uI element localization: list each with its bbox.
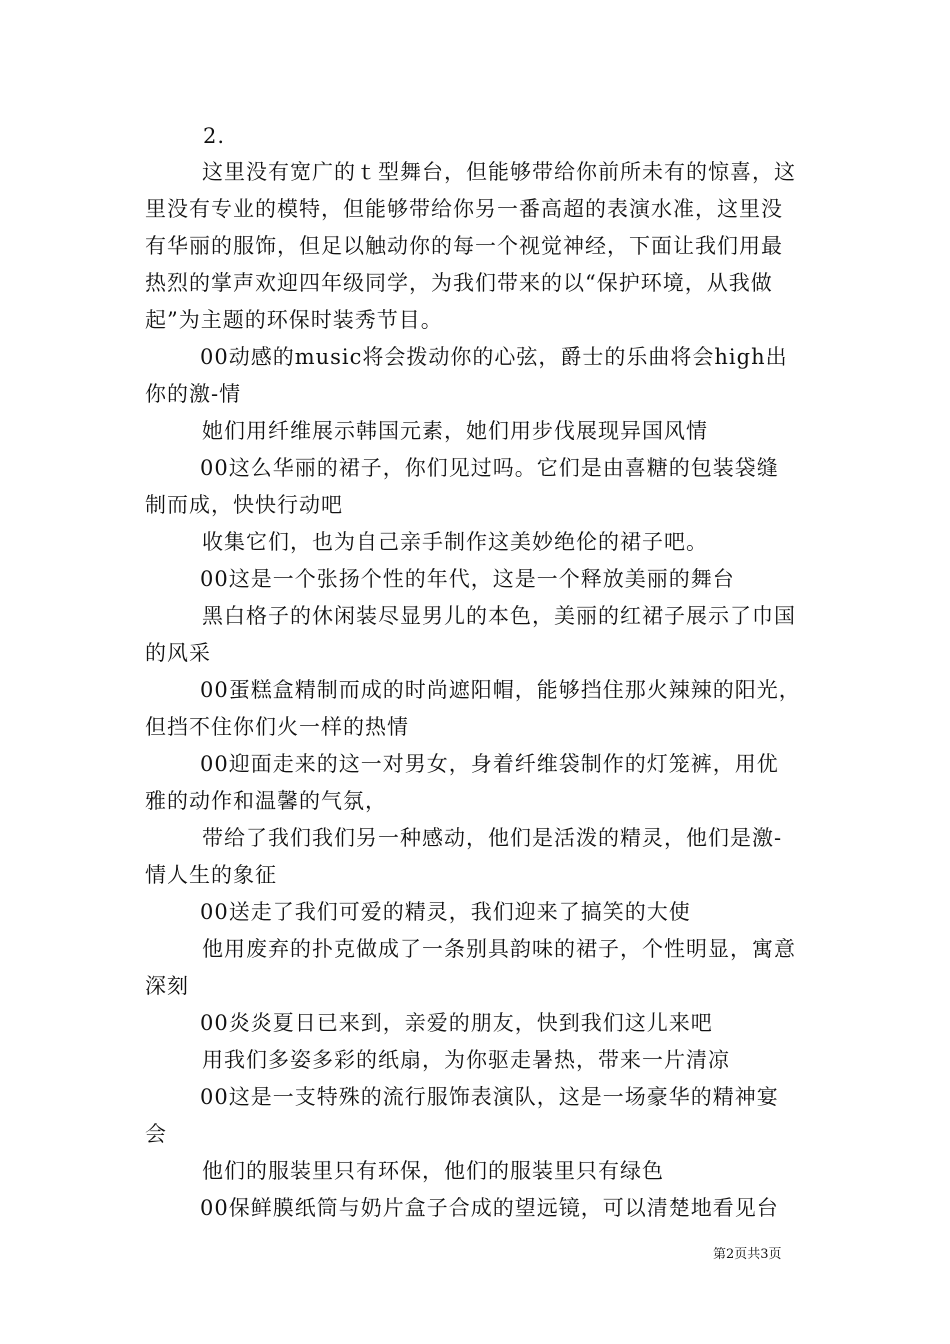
paragraph-line: 00送走了我们可爱的精灵，我们迎来了搞笑的大使 (200, 900, 691, 924)
paragraph-line: 00这么华丽的裙子，你们见过吗。它们是由喜糖的包装袋缝 (200, 456, 779, 480)
paragraph-line: 雅的动作和温馨的气氛， (145, 789, 387, 813)
paragraph-line: 00炎炎夏日已来到，亲爱的朋友，快到我们这儿来吧 (200, 1011, 713, 1035)
paragraph-line: 00动感的music将会拨动你的心弦，爵士的乐曲将会high出 (200, 345, 788, 369)
paragraph-line: 的风采 (145, 641, 211, 665)
paragraph-line: 黑白格子的休闲装尽显男儿的本色，美丽的红裙子展示了巾国 (202, 604, 796, 628)
paragraph-line: 她们用纤维展示韩国元素，她们用步伐展现异国风情 (202, 419, 708, 443)
paragraph-line: 会 (145, 1122, 167, 1146)
paragraph-line: 他用废弃的扑克做成了一条别具韵味的裙子，个性明显，寓意 (202, 937, 796, 961)
paragraph-line: 带给了我们我们另一种感动，他们是活泼的精灵，他们是激- (202, 826, 783, 850)
paragraph-line: 00蛋糕盒精制而成的时尚遮阳帽，能够挡住那火辣辣的阳光， (200, 678, 801, 702)
paragraph-line: 起”为主题的环保时装秀节目。 (145, 308, 443, 332)
paragraph-line: 但挡不住你们火一样的热情 (145, 715, 409, 739)
paragraph-line: 00保鲜膜纸筒与奶片盒子合成的望远镜，可以清楚地看见台 (200, 1196, 779, 1220)
paragraph-line: 这里没有宽广的ｔ型舞台，但能够带给你前所未有的惊喜，这 (202, 160, 796, 184)
section-number: 2. (203, 124, 226, 148)
paragraph-line: 你的激-情 (145, 382, 242, 406)
paragraph-line: 里没有专业的模特，但能够带给你另一番高超的表演水准，这里没 (145, 197, 783, 221)
paragraph-line: 制而成，快快行动吧 (145, 493, 343, 517)
paragraph-line: 有华丽的服饰，但足以触动你的每一个视觉神经，下面让我们用最 (145, 234, 783, 258)
paragraph-line: 情人生的象征 (145, 863, 277, 887)
paragraph-line: 收集它们，也为自己亲手制作这美妙绝伦的裙子吧。 (202, 530, 708, 554)
paragraph-line: 00这是一支特殊的流行服饰表演队，这是一场豪华的精神宴 (200, 1085, 779, 1109)
page-number-footer: 第2页共3页 (713, 1247, 782, 1262)
paragraph-line: 00迎面走来的这一对男女，身着纤维袋制作的灯笼裤，用优 (200, 752, 779, 776)
paragraph-line: 深刻 (145, 974, 189, 998)
paragraph-line: 他们的服装里只有环保，他们的服装里只有绿色 (202, 1159, 664, 1183)
paragraph-line: 热烈的掌声欢迎四年级同学，为我们带来的以“保护环境，从我做 (145, 271, 773, 295)
paragraph-line: 00这是一个张扬个性的年代，这是一个释放美丽的舞台 (200, 567, 735, 591)
paragraph-line: 用我们多姿多彩的纸扇，为你驱走暑热，带来一片清凉 (202, 1048, 730, 1072)
